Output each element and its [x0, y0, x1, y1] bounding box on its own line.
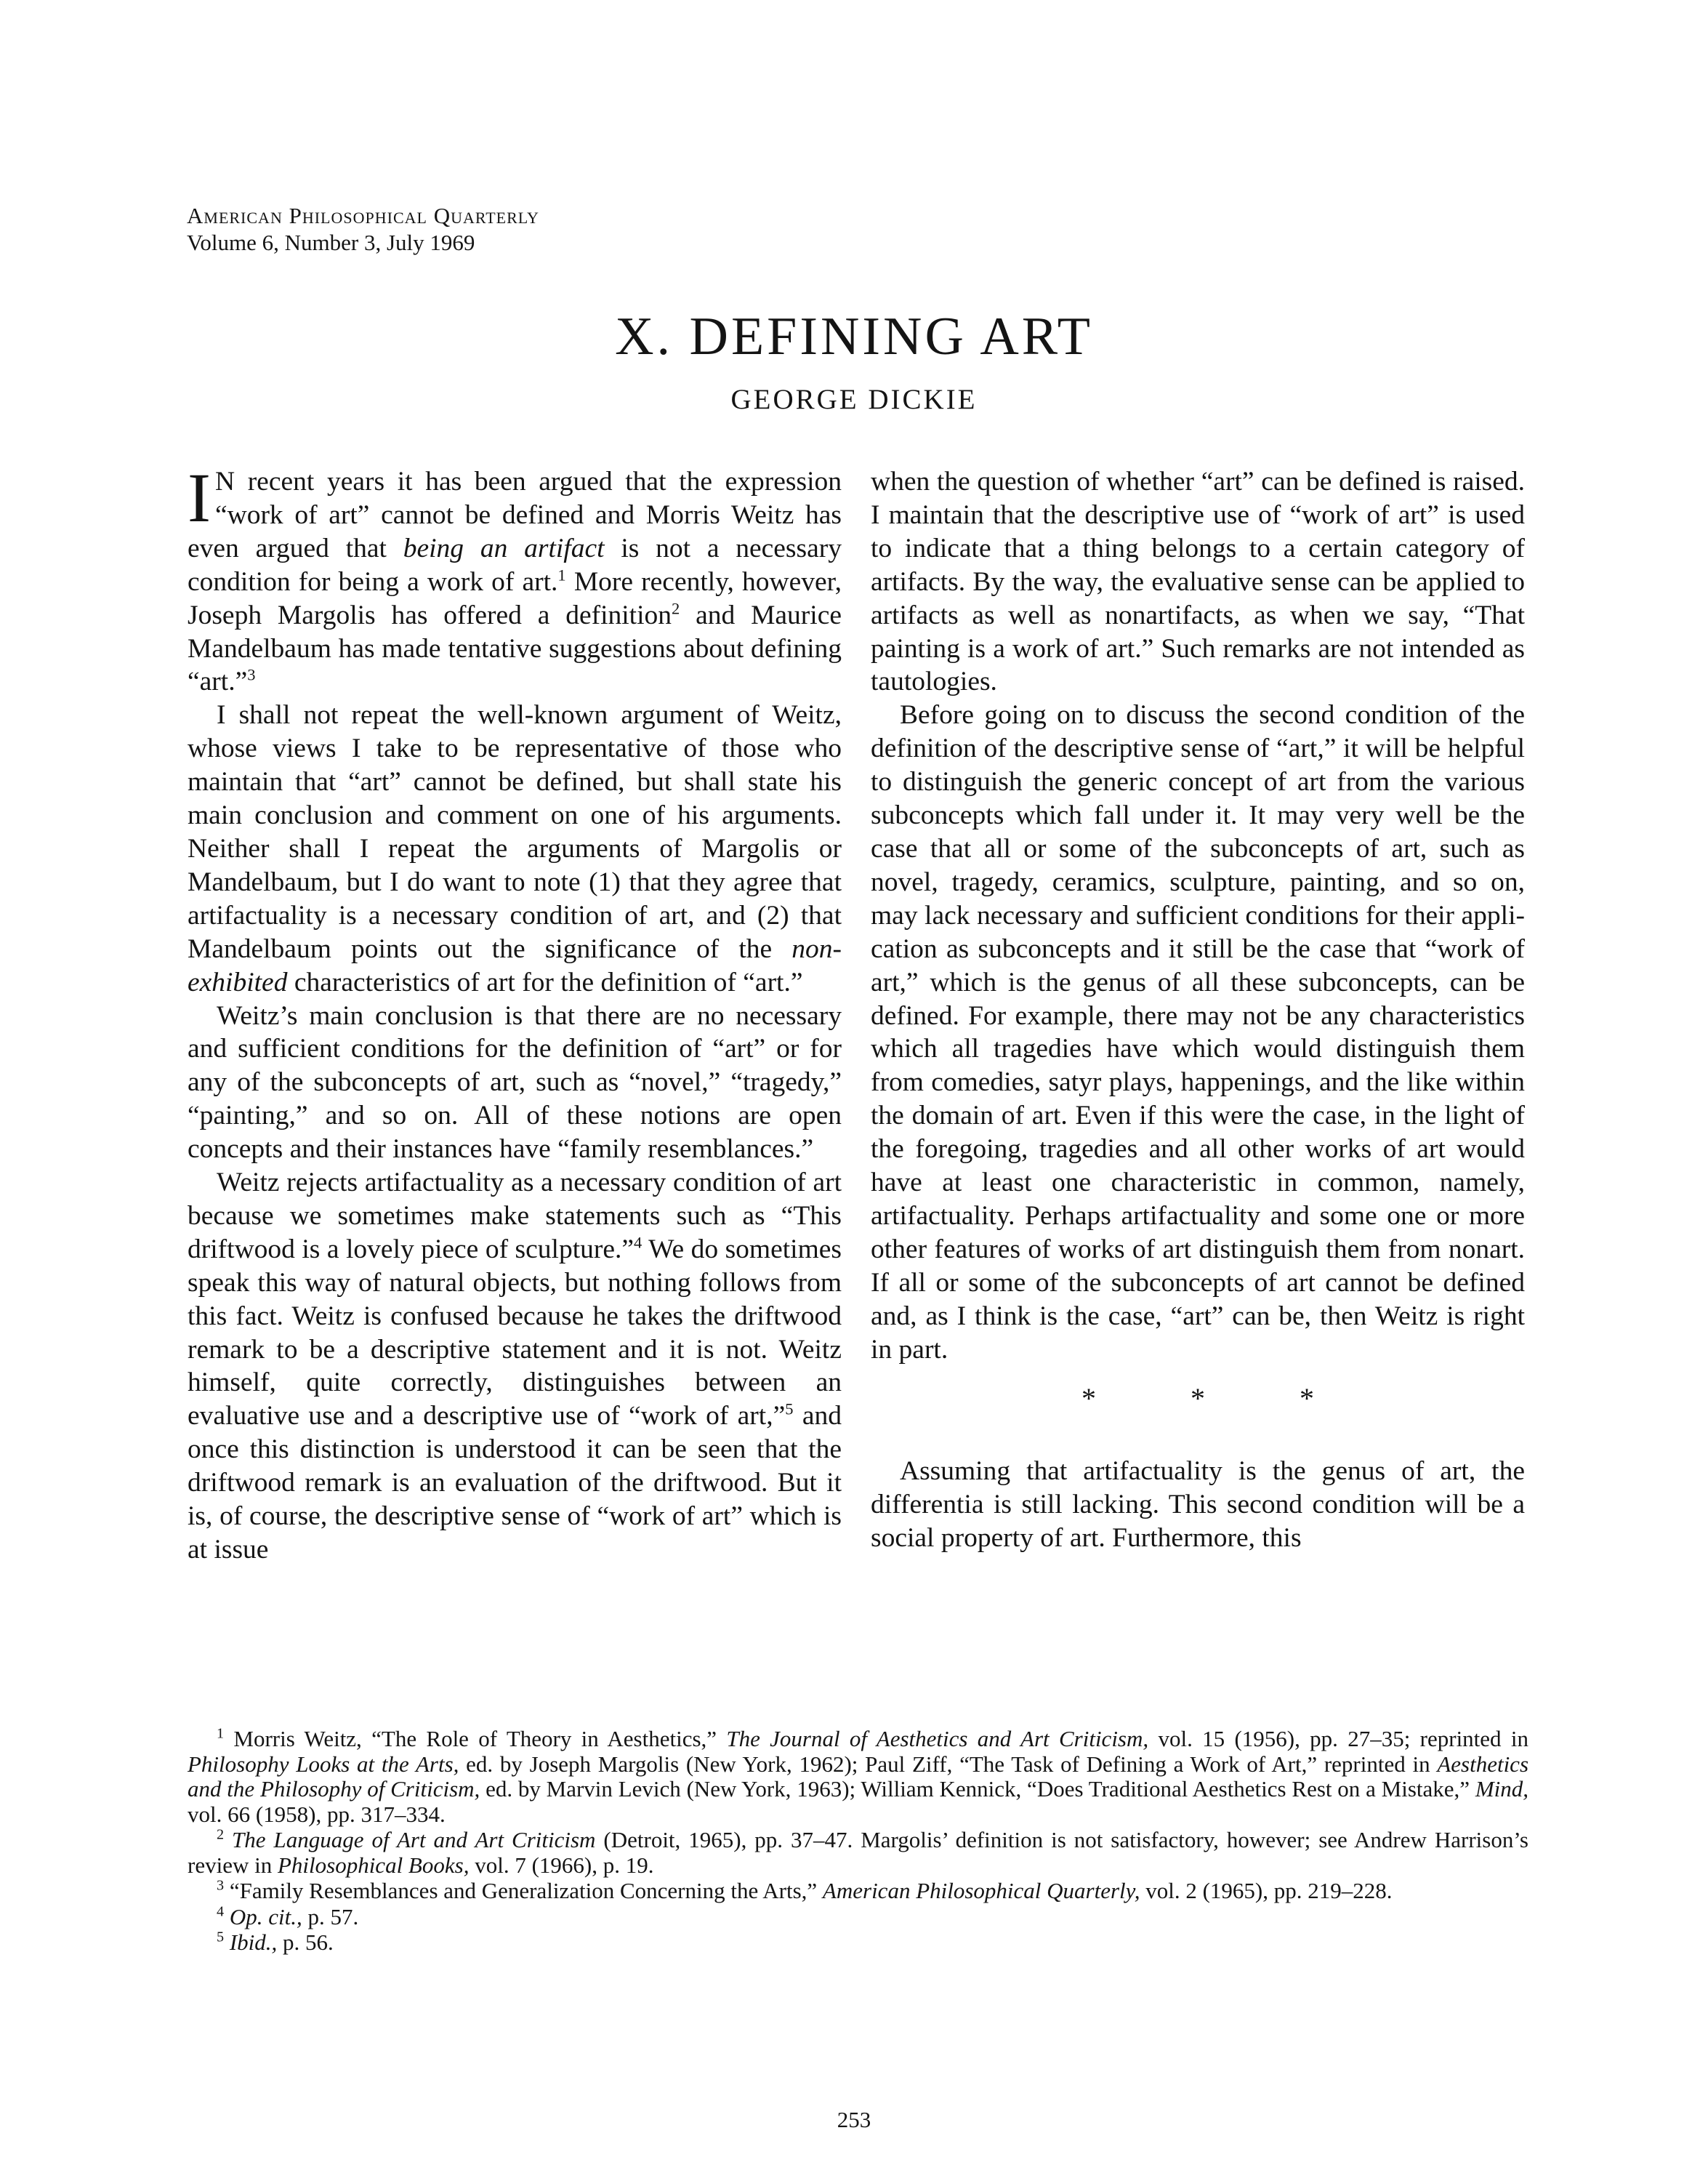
journal-header: [187, 202, 539, 256]
text-span: I shall not repeat the well-known argument of Weitz, whose views I take to be representative of those who maintain that “art” cannot be defined, but shall state his main conclusion and comment on one of his arguments. Neither shall I repeat the arguments of Margolis or Mandelbaum, but I do want to note (1) that they agree that artifactuality is a necessary condition of art, and (2) that Mandelbaum points out the significance of the: [188, 700, 842, 964]
text-span: ed. by Joseph Margolis (New York, 1962); Paul Ziff, “The Task of Defining a Work of Art,” reprinted in: [459, 1751, 1438, 1777]
text-span: characteristics of art for the definition of “art.”: [287, 967, 803, 997]
footnote-number: 4: [217, 1903, 225, 1920]
footnote-ref: 3: [247, 665, 256, 684]
italic-text: Op. cit.,: [224, 1903, 302, 1929]
volume-line: Volume 6, Number 3, July 1969: [187, 230, 475, 255]
text-span: Morris Weitz, “The Role of Theory in Aesthetics,”: [224, 1726, 727, 1751]
footnotes: [188, 1727, 1528, 1956]
paragraph: Assuming that artifactuality is the genus of art, the differentia is still lacking. This second condition will be a social property of art. Furthermore, this: [871, 1456, 1525, 1554]
paragraph: when the question of whether “art” can be defined is raised. I maintain that the descriptive use of “work of art” is used to indicate that a thing belongs to a certain category of artifacts. By the way, the evaluative sense can be applied to artifacts as well as nonartifacts, as when we say, “That painting is a work of art.” Such remarks are not intended as tautologies.: [871, 467, 1525, 697]
paragraph: Weitz’s main conclusion is that there are no necessary and sufficient conditions for the definition of “art” or for any of the subconcepts of art, such as “novel,” “tragedy,” “painting,” and so on. All of these notions are open concepts and their instances have “family resemblances.”: [188, 1000, 842, 1165]
footnote-number: 3: [217, 1877, 225, 1894]
text-span: Weitz rejects artifactuality as a necessary condition of art because we sometimes make statements such as “This driftwood is a lovely piece of sculpture.”: [188, 1168, 842, 1264]
text-span: ed. by Marvin Levich (New York, 1963); William Kennick, “Does Traditional Aesthetics Rest on a Mistake,”: [480, 1776, 1475, 1802]
section-separator: * * *: [1081, 1382, 1358, 1415]
text-span: is not a necessary condition for being a work of art.: [188, 533, 842, 597]
text-span: and once this distinction is understood it can be seen that the driftwood remark is an evaluation of the driftwood. But it is, of course, the descriptive sense of “work of art” which is at issue: [188, 1401, 842, 1565]
footnote-number: 2: [217, 1826, 225, 1843]
italic-text: Aesthetics and the Philosophy of Criticism,: [188, 1751, 1529, 1802]
italic-text: Ibid.,: [224, 1929, 278, 1955]
footnote-number: 1: [217, 1725, 225, 1742]
text-span: “Family Resemblances and Generalization Concerning the Arts,”: [224, 1878, 823, 1903]
footnote: [188, 1828, 1528, 1878]
text-span: vol. 7 (1966), p. 19.: [469, 1852, 654, 1878]
drop-cap: I: [188, 459, 211, 537]
footnote-ref: 4: [634, 1233, 642, 1252]
text-span: N recent years it has been argued that the expression “work of art” cannot be defined and Morris Weitz has even argued that: [188, 467, 842, 563]
italic-text: Mind,: [1475, 1776, 1528, 1802]
paragraph: [188, 1166, 842, 1567]
footnote-ref: 1: [557, 566, 566, 585]
footnote-number: 5: [217, 1929, 225, 1945]
text-span: vol. 15 (1956), pp. 27–35; reprinted in: [1148, 1726, 1528, 1751]
text-span: (Detroit, 1965), pp. 37–47. Margolis’ definition is not satisfactory, however; see Andrew Harrison’s review in: [188, 1827, 1528, 1878]
italic-text: nonexhibited: [188, 933, 842, 997]
page-number: 253: [837, 2107, 871, 2132]
text-span: vol. 2 (1965), pp. 219–228.: [1140, 1878, 1393, 1903]
text-span: We do sometimes speak this way of natural objects, but nothing follows from this fact. Weitz is confused because he takes the driftwood remark to be a descriptive statement and it is not. Weitz himself, quite correctly, distinguishes between an evaluative use and a descriptive use of “work of art,”: [188, 1234, 842, 1431]
text-span: and Maurice Mandelbaum has made tentative suggestions about defining “art.”: [188, 600, 842, 697]
text-span: More recently, however, Joseph Margolis has offered a definition: [188, 566, 842, 630]
footnote-ref: 5: [785, 1399, 794, 1418]
footnote: [188, 1879, 1528, 1904]
italic-text: The Journal of Aesthetics and Art Criticism,: [726, 1726, 1149, 1751]
italic-text: Philosophical Books,: [277, 1852, 470, 1878]
paragraph: [188, 699, 842, 999]
footnote: [188, 1905, 1528, 1930]
paragraph: [188, 459, 842, 699]
journal-name: American Philosophical Quarterly: [187, 203, 539, 228]
text-span: p. 57.: [302, 1903, 359, 1929]
italic-text: Philosophy Looks at the Arts,: [188, 1751, 459, 1777]
left-column: [188, 459, 842, 1567]
footnote: [188, 1930, 1528, 1956]
right-column: [871, 465, 1525, 1555]
article-author: GEORGE DICKIE: [730, 384, 978, 415]
text-span: vol. 66 (1958), pp. 317–334.: [188, 1801, 446, 1827]
paragraph: Before going on to discuss the second condition of the definition of the descriptive sense of “art,” it will be helpful to distinguish the generic concept of art from the various subconcepts which fall under it. It may very well be the case that all or some of the subconcepts of art, such as novel, tragedy, ceramics, sculpture, painting, and so on, may lack necessary and sufficient conditions for their application as subconcepts and it still be the case that “work of art,” which is the genus of all these subconcepts, can be defined. For example, there may not be any characteristics which all tragedies have which would distinguish them from comedies, satyr plays, happenings, and the like within the domain of art. Even if this were the case, in the light of the foregoing, tragedies and all other works of art would have at least one characteristic in common, namely, artifactuality. Perhaps artifactuality and some one or more other features of works of art distinguish them from nonart. If all or some of the subconcepts of art cannot be defined and, as I think is the case, “art” can be, then Weitz is right in part.: [871, 700, 1525, 1365]
italic-text: American Philosophical Quarterly,: [822, 1878, 1140, 1903]
italic-text: being an artifact: [403, 533, 605, 563]
text-span: p. 56.: [277, 1929, 334, 1955]
article-title: X. DEFINING ART: [615, 307, 1093, 366]
footnote: [188, 1727, 1528, 1827]
italic-text: The Language of Art and Art Criticism: [224, 1827, 596, 1852]
footnote-ref: 2: [672, 599, 680, 618]
